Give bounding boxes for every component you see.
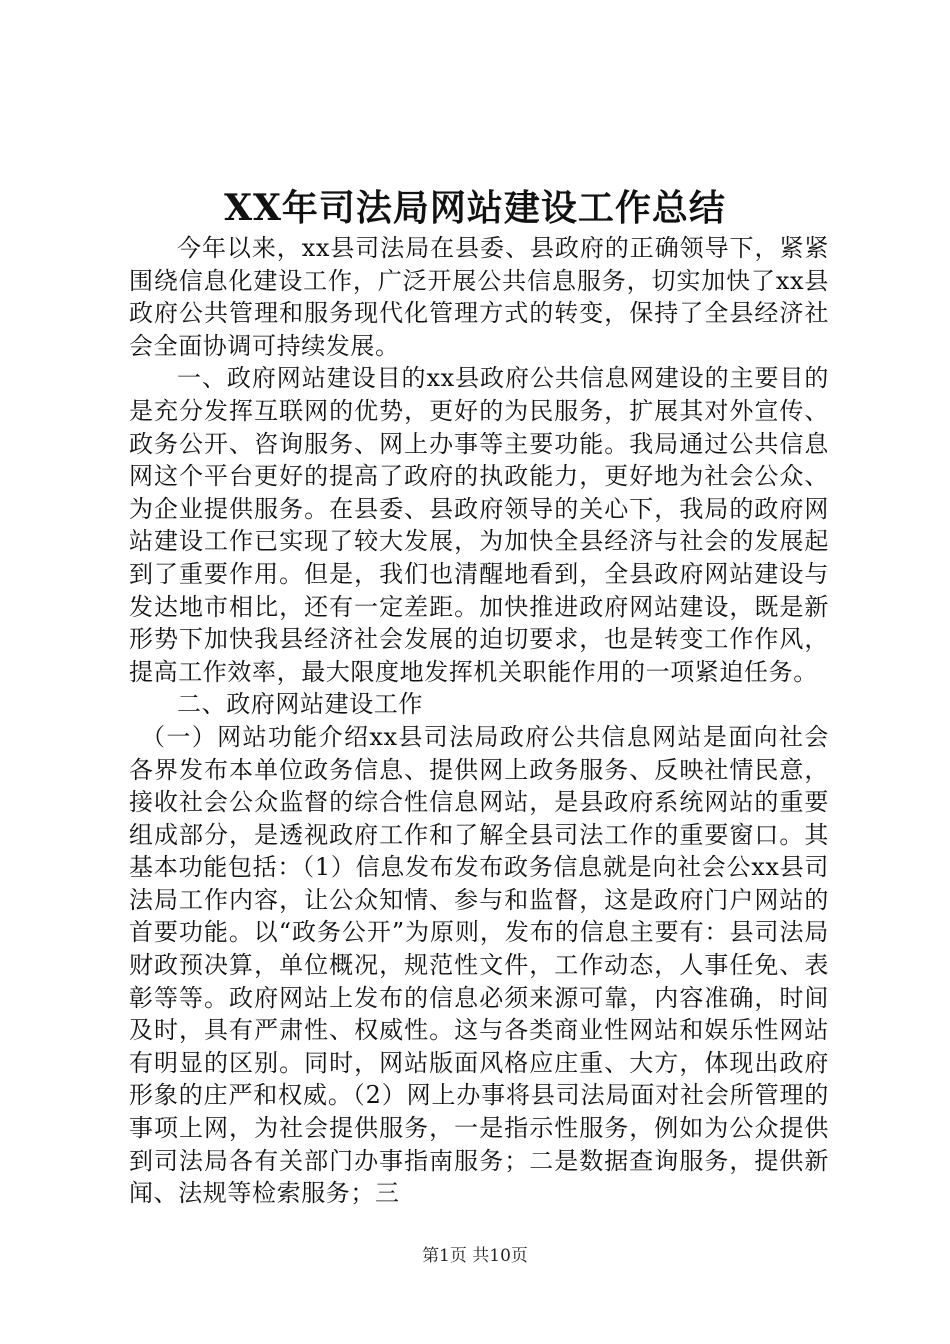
page-number-footer: 第1页 共10页 xyxy=(422,1246,528,1266)
paragraph-intro: 今年以来，xx县司法局在县委、县政府的正确领导下，紧紧围绕信息化建设工作，广泛开展公共信息服务，切实加快了xx县政府公共管理和服务现代化管理方式的转变，保持了全县经济社会全面协调可持续发展。 xyxy=(129,234,829,360)
paragraph-section-1: 一、政府网站建设目的xx县政府公共信息网建设的主要目的是充分发挥互联网的优势，更好的为民服务，扩展其对外宣传、政务公开、咨询服务、网上办事等主要功能。我局通过公共信息网这个平台更好的提高了政府的执政能力，更好地为社会公众、为企业提供服务。在县委、县政府领导的关心下，我局的政府网站建设工作已实现了较大发展，为加快全县经济与社会的发展起到了重要作用。但是，我们也清醒地看到，全县政府网站建设与发达地市相比，还有一定差距。加快推进政府网站建设，既是新形势下加快我县经济社会发展的迫切要求，也是转变工作作风，提高工作效率，最大限度地发挥机关职能作用的一项紧迫任务。 xyxy=(129,364,829,686)
paragraph-section-2-1: （一）网站功能介绍xx县司法局政府公共信息网站是面向社会各界发布本单位政务信息、提供网上政务服务、反映社情民意，接收社会公众监督的综合性信息网站，是县政府系统网站的重要组成部分，是透视政府工作和了解全县司法工作的重要窗口。其基本功能包括：（1）信息发布发布政务信息就是向社会公xx县司法局工作内容，让公众知情、参与和监督，这是政府门户网站的首要功能。以“政务公开”为原则，发布的信息主要有：县司法局财政预决算，单位概况，规范性文件，工作动态，人事任免、表彰等等。政府网站上发布的信息必须来源可靠，内容准确，时间及时，具有严肃性、权威性。这与各类商业性网站和娱乐性网站有明显的区别。同时，网站版面风格应庄重、大方，体现出政府形象的庄严和权威。（2）网上办事将县司法局面对社会所管理的事项上网，为社会提供服务，一是指示性服务，例如为公众提供到司法局各有关部门办事指南服务；二是数据查询服务，提供新闻、法规等检索服务；三 xyxy=(129,722,829,1208)
document-title: XX年司法局网站建设工作总结 xyxy=(224,187,726,229)
document-body xyxy=(129,232,829,1210)
paragraph-section-2-heading: 二、政府网站建设工作 xyxy=(177,690,423,719)
